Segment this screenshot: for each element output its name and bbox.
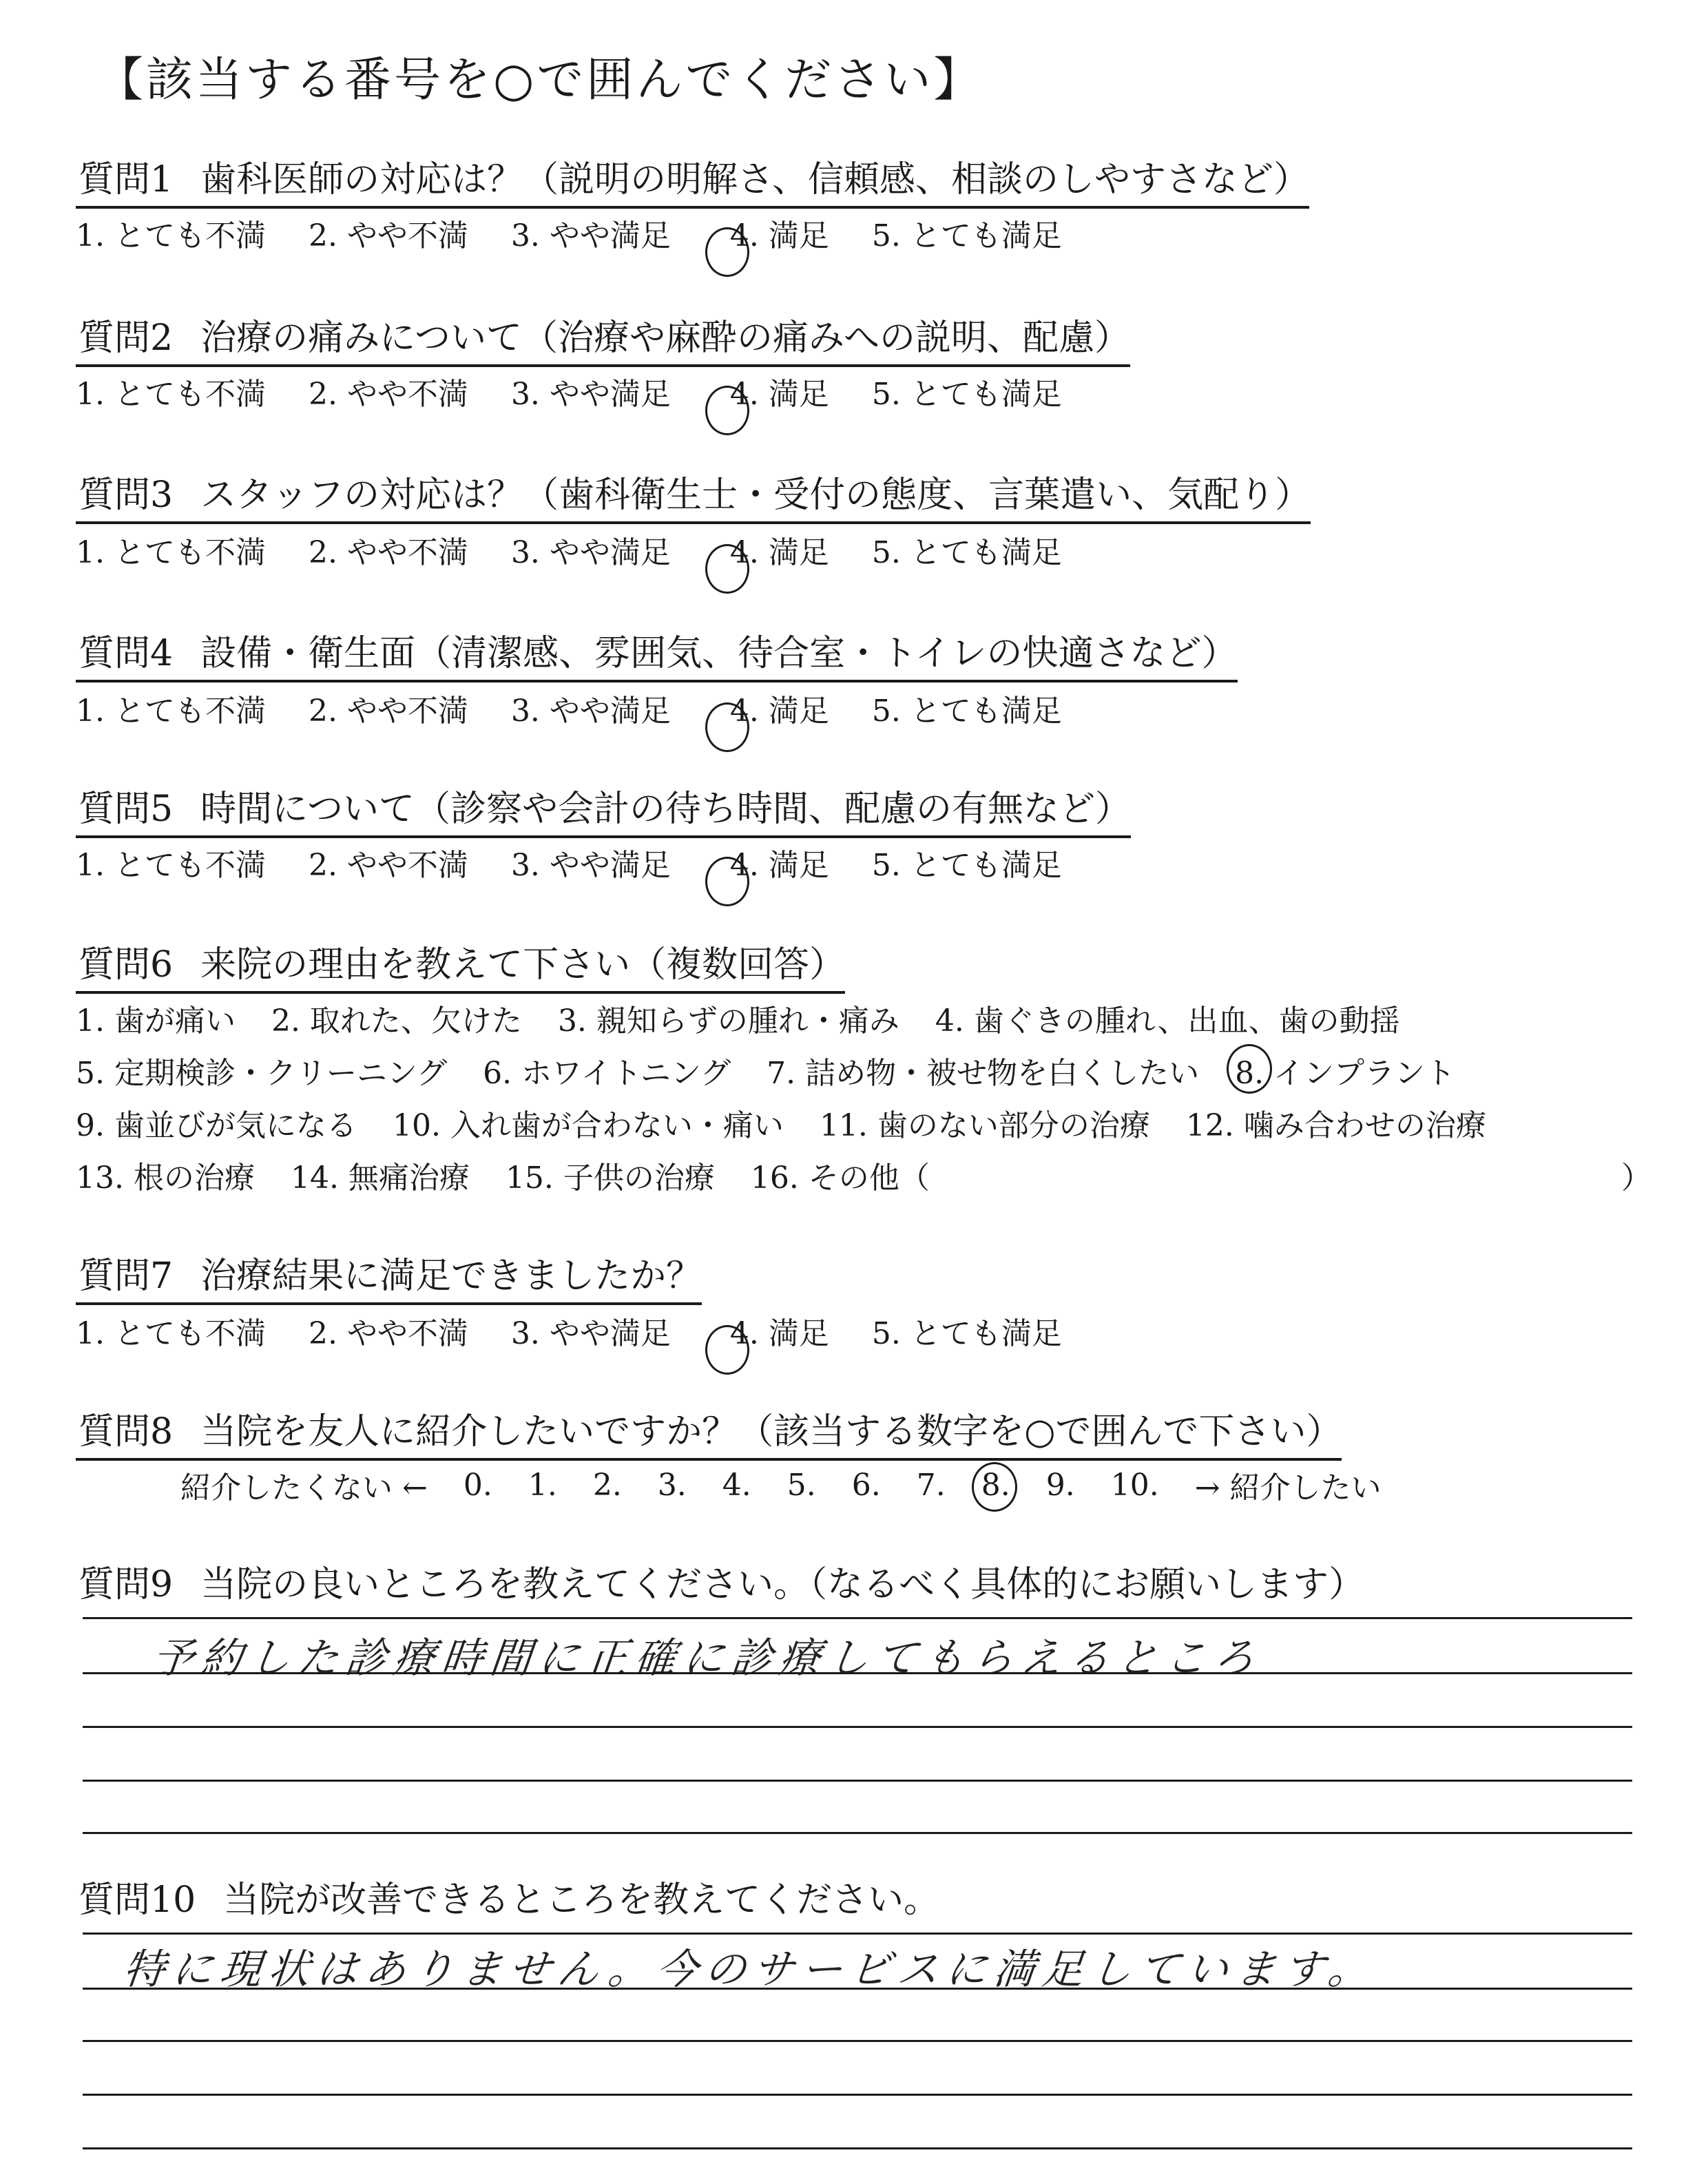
q6-option-14[interactable]: 14. 無痛治療 (290, 1160, 470, 1196)
question-4-options (76, 686, 1105, 730)
q8-option-5[interactable]: 5. (787, 1467, 816, 1503)
question-3-number: 質問3 (79, 475, 174, 516)
q8-option-6[interactable]: 6. (851, 1467, 881, 1503)
question-8-number: 質問8 (79, 1411, 174, 1452)
q8-left-label: 紹介したくない ← (180, 1470, 428, 1506)
question-2-number: 質問2 (79, 317, 174, 359)
question-9-answer[interactable]: 予約した診療時間に正確に診療してもらえるところ (149, 1634, 1264, 1683)
answer-line (83, 2094, 1632, 2096)
q6-option-16-other[interactable]: 16. その他（ (750, 1160, 930, 1196)
q8-option-3[interactable]: 3. (657, 1467, 687, 1503)
question-6-row-4 (76, 1153, 966, 1197)
question-1-heading (76, 150, 1309, 209)
q3-option-2[interactable]: 2. やや不満 (308, 535, 468, 570)
question-6-heading (76, 935, 845, 994)
q6-option-8-selected[interactable]: 8. インプラント (1235, 1048, 1455, 1092)
question-10-answer[interactable]: 特に現状はありません。今のサービスに満足しています。 (121, 1946, 1379, 1994)
question-5-heading (76, 780, 1131, 838)
answer-line (83, 2147, 1632, 2149)
q6-option-12[interactable]: 12. 噛み合わせの治療 (1185, 1108, 1486, 1143)
question-6-number: 質問6 (79, 944, 174, 986)
q2-option-2[interactable]: 2. やや不満 (308, 377, 468, 412)
question-10-number: 質問10 (79, 1879, 196, 1921)
question-10-text: 当院が改善できるところを教えてください。 (223, 1879, 940, 1921)
q5-option-2[interactable]: 2. やや不満 (308, 848, 468, 883)
question-9-heading (76, 1555, 1364, 1611)
answer-line (83, 1726, 1632, 1728)
question-4-number: 質問4 (79, 633, 174, 674)
question-7-heading (76, 1247, 702, 1305)
q1-option-1[interactable]: 1. とても不満 (76, 218, 266, 253)
question-3-heading (76, 466, 1311, 524)
q2-option-4-selected[interactable]: 4. 満足 (729, 377, 829, 412)
q6-option-13[interactable]: 13. 根の治療 (76, 1160, 255, 1196)
q7-option-1[interactable]: 1. とても不満 (76, 1316, 266, 1351)
q2-option-3[interactable]: 3. やや満足 (510, 377, 671, 412)
q1-option-5[interactable]: 5. とても満足 (871, 218, 1062, 253)
q6-option-7[interactable]: 7. 詰め物・被せ物を白くしたい (767, 1056, 1200, 1091)
q8-option-7[interactable]: 7. (916, 1467, 946, 1503)
question-2-heading (76, 309, 1130, 367)
question-8-heading (76, 1402, 1342, 1461)
q3-option-4-selected[interactable]: 4. 満足 (729, 535, 829, 570)
question-6-text: 来院の理由を教えて下さい（複数回答） (200, 944, 846, 986)
question-5-options (76, 840, 1105, 884)
q7-option-4-selected[interactable]: 4. 満足 (729, 1316, 829, 1351)
q8-right-label: → 紹介したい (1194, 1470, 1382, 1506)
q5-option-1[interactable]: 1. とても不満 (76, 848, 266, 883)
other-close-paren: ） (1621, 1160, 1652, 1196)
answer-line (83, 2040, 1632, 2042)
q3-option-5[interactable]: 5. とても満足 (871, 535, 1062, 570)
q6-option-15[interactable]: 15. 子供の治療 (505, 1160, 715, 1196)
question-5-number: 質問5 (79, 789, 174, 830)
q7-option-3[interactable]: 3. やや満足 (510, 1316, 671, 1351)
q6-option-11[interactable]: 11. 歯のない部分の治療 (819, 1108, 1150, 1143)
answer-line (83, 1617, 1632, 1619)
q5-option-3[interactable]: 3. やや満足 (510, 848, 671, 883)
q6-option-10[interactable]: 10. 入れ歯が合わない・痛い (392, 1108, 784, 1143)
q8-option-8-selected[interactable]: 8. (981, 1467, 1010, 1503)
q8-option-2[interactable]: 2. (592, 1467, 622, 1503)
q4-option-5[interactable]: 5. とても満足 (871, 694, 1062, 729)
q3-option-3[interactable]: 3. やや満足 (510, 535, 671, 570)
q4-option-3[interactable]: 3. やや満足 (510, 694, 671, 729)
answer-line (83, 1672, 1632, 1674)
question-6-row-2 (76, 1048, 1491, 1092)
q1-option-3[interactable]: 3. やや満足 (510, 218, 671, 253)
form-title: 【該当する番号を○で囲んでください】 (96, 53, 983, 107)
question-9-text: 当院の良いところを教えてください。（なるべく具体的にお願いします） (200, 1564, 1365, 1605)
q8-option-9[interactable]: 9. (1045, 1467, 1075, 1503)
answer-line (83, 1988, 1632, 1990)
q4-option-4-selected[interactable]: 4. 満足 (729, 694, 829, 729)
question-8-text: 当院を友人に紹介したいですか？（該当する数字を○で囲んで下さい） (200, 1411, 1342, 1452)
question-1-text: 歯科医師の対応は？（説明の明解さ、信頼感、相談のしやすさなど） (200, 159, 1310, 200)
q5-option-5[interactable]: 5. とても満足 (871, 848, 1062, 883)
answer-line (83, 1832, 1632, 1834)
question-7-text: 治療結果に満足できましたか？ (200, 1256, 702, 1297)
q6-option-1[interactable]: 1. 歯が痛い (76, 1003, 236, 1039)
question-7-number: 質問7 (79, 1256, 174, 1297)
question-1-options (76, 211, 1105, 255)
q7-option-2[interactable]: 2. やや不満 (308, 1316, 468, 1351)
q1-option-2[interactable]: 2. やや不満 (308, 218, 468, 253)
q6-option-2[interactable]: 2. 取れた、欠けた (271, 1003, 522, 1039)
q5-option-4-selected[interactable]: 4. 満足 (729, 848, 829, 883)
q1-option-4-selected[interactable]: 4. 満足 (729, 218, 829, 253)
selection-circle (1227, 1044, 1272, 1094)
q2-option-1[interactable]: 1. とても不満 (76, 377, 266, 412)
question-3-options (76, 528, 1105, 572)
question-4-text: 設備・衛生面（清潔感、雰囲気、待合室・トイレの快適さなど） (200, 633, 1238, 674)
q6-option-4[interactable]: 4. 歯ぐきの腫れ、出血、歯の動揺 (935, 1003, 1400, 1039)
question-6-row-3 (76, 1101, 1522, 1145)
q6-option-6[interactable]: 6. ホワイトニング (483, 1056, 731, 1091)
answer-line (83, 1780, 1632, 1782)
q8-option-1[interactable]: 1. (528, 1467, 557, 1503)
q7-option-5[interactable]: 5. とても満足 (871, 1316, 1062, 1351)
question-8-scale (180, 1463, 1417, 1507)
q8-option-10[interactable]: 10. (1110, 1467, 1159, 1503)
question-10-heading (76, 1871, 939, 1926)
question-2-text: 治療の痛みについて（治療や麻酔の痛みへの説明、配慮） (200, 317, 1131, 359)
question-4-heading (76, 624, 1238, 683)
q6-option-9[interactable]: 9. 歯並びが気になる (76, 1108, 357, 1143)
q8-option-4[interactable]: 4. (722, 1467, 751, 1503)
question-7-options (76, 1309, 1105, 1353)
question-2-options (76, 369, 1105, 413)
q8-option-0[interactable]: 0. (463, 1467, 492, 1503)
q6-option-3[interactable]: 3. 親知らずの腫れ・痛み (557, 1003, 899, 1039)
question-5-text: 時間について（診察や会計の待ち時間、配慮の有無など） (200, 789, 1132, 830)
q2-option-5[interactable]: 5. とても満足 (871, 377, 1062, 412)
question-6-row-1 (76, 996, 1436, 1040)
question-9-number: 質問9 (79, 1564, 174, 1605)
question-3-text: スタッフの対応は？（歯科衛生士・受付の態度、言葉遣い、気配り） (200, 475, 1311, 516)
question-1-number: 質問1 (79, 159, 174, 200)
answer-line (83, 1933, 1632, 1935)
q3-option-1[interactable]: 1. とても不満 (76, 535, 266, 570)
q6-option-5[interactable]: 5. 定期検診・クリーニング (76, 1056, 448, 1091)
q4-option-2[interactable]: 2. やや不満 (308, 694, 468, 729)
q4-option-1[interactable]: 1. とても不満 (76, 694, 266, 729)
